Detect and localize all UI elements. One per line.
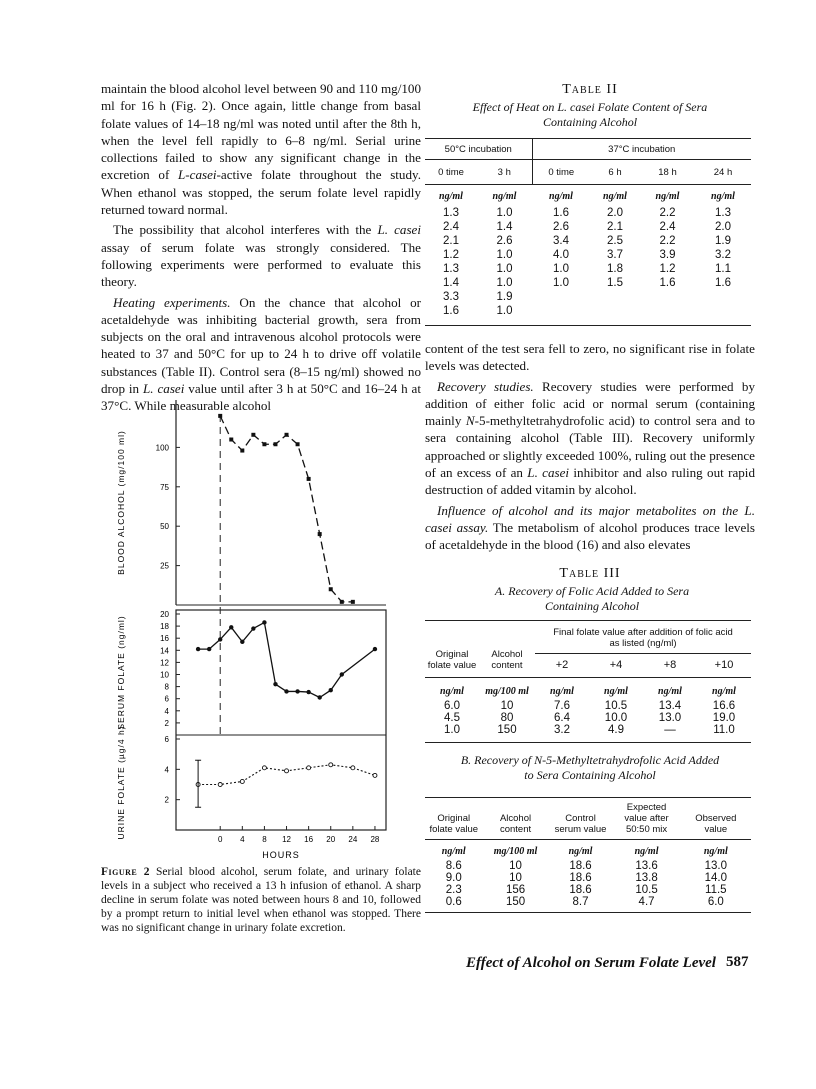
table-cell: 1.6 bbox=[443, 305, 459, 317]
table-row bbox=[425, 220, 751, 234]
y-tick-label: 2 bbox=[164, 795, 169, 805]
table-cell: 2.5 bbox=[607, 235, 623, 247]
table-cell: 11.5 bbox=[705, 883, 727, 896]
table-row bbox=[425, 248, 751, 262]
table-cell: 3.2 bbox=[554, 723, 570, 736]
data-point bbox=[329, 763, 333, 767]
col-header: 24 h bbox=[713, 167, 733, 178]
data-point bbox=[240, 640, 244, 644]
table-cell: 1.0 bbox=[496, 263, 513, 275]
table-cell: 2.2 bbox=[659, 235, 676, 247]
data-point bbox=[373, 647, 377, 651]
table-cell: 1.8 bbox=[607, 263, 623, 275]
data-point bbox=[307, 477, 311, 481]
table3a-subtitle: A. Recovery of Folic Acid Added to Sera Containing Alcohol bbox=[494, 583, 690, 613]
unit-label: ng/ml bbox=[550, 685, 574, 697]
unit-label: ng/ml bbox=[658, 685, 682, 697]
table-row bbox=[425, 724, 751, 743]
group-header: 37°C incubation bbox=[532, 139, 751, 160]
unit-label: ng/ml bbox=[703, 845, 728, 857]
unit-label: ng/ml bbox=[603, 191, 627, 202]
table-cell: 156 bbox=[505, 883, 526, 896]
table-cell: 4.7 bbox=[638, 895, 655, 908]
table-cell: 13.4 bbox=[658, 699, 682, 712]
table-cell: 8.6 bbox=[445, 859, 462, 872]
group-header: Final folate value after addition of folic acid as listed (ng/ml) bbox=[535, 620, 751, 653]
table-row bbox=[425, 860, 751, 872]
table-cell: 10.5 bbox=[604, 699, 628, 712]
col-header: Control serum value bbox=[554, 812, 607, 835]
table-cell: 1.3 bbox=[443, 263, 459, 275]
table-cell: 1.9 bbox=[715, 235, 731, 247]
table-row bbox=[425, 276, 751, 290]
data-point bbox=[284, 689, 288, 693]
data-point bbox=[340, 672, 344, 676]
unit-label: ng/ml bbox=[711, 191, 735, 202]
table-cell: 0.6 bbox=[445, 895, 462, 908]
data-point bbox=[329, 587, 333, 591]
table-row bbox=[425, 884, 751, 896]
table-cell bbox=[590, 290, 640, 304]
y-tick-label: 4 bbox=[164, 706, 169, 716]
y-tick-label: 8 bbox=[164, 682, 169, 692]
data-point bbox=[340, 600, 344, 604]
table-cell: 18.6 bbox=[569, 883, 592, 896]
table-cell: 1.0 bbox=[444, 723, 460, 736]
table-cell: 1.2 bbox=[659, 263, 676, 275]
table-cell: 1.0 bbox=[496, 207, 513, 219]
table-cell: 9.0 bbox=[445, 871, 462, 884]
paragraph: Heating experiments. On the chance that alcohol or acetaldehyde was inhibiting bacterial growth, sera from subjects on the oral and intravenous alcohol protocols were heated to 37 and 50°C for up to 24 h to drive off volatile substances (Table II). Control sera (8–15 ng/ml) showed no drop in L. casei value until after 3 h at 50°C and 16–24 h at 37°C. While measurable alcohol bbox=[101, 294, 421, 414]
table-cell: 10 bbox=[500, 699, 514, 712]
data-point bbox=[262, 620, 266, 624]
paragraph: The possibility that alcohol interferes with the L. casei assay of serum folate was strongly considered. The following experiments were performed to evaluate this theory. bbox=[101, 222, 421, 290]
col-header: 6 h bbox=[608, 167, 622, 178]
table-cell bbox=[532, 290, 590, 304]
table-row bbox=[425, 712, 751, 724]
table-cell: 1.9 bbox=[496, 291, 513, 303]
table-cell: 1.5 bbox=[607, 277, 623, 289]
table-cell: 3.3 bbox=[443, 291, 459, 303]
col-header: Alcohol content bbox=[499, 812, 532, 835]
table-cell: — bbox=[664, 723, 676, 736]
table-cell: 1.0 bbox=[553, 277, 569, 289]
data-point bbox=[295, 689, 299, 693]
table-cell: 6.0 bbox=[707, 895, 724, 908]
data-point bbox=[285, 433, 289, 437]
table-cell: 1.4 bbox=[496, 221, 513, 233]
table-row bbox=[425, 206, 751, 220]
x-tick-label: 28 bbox=[370, 835, 380, 844]
table-cell bbox=[590, 304, 640, 326]
plot-frame bbox=[176, 610, 386, 830]
table-cell: 1.0 bbox=[496, 277, 513, 289]
col-header: +2 bbox=[555, 658, 569, 671]
y-tick-label: 75 bbox=[160, 482, 169, 492]
x-tick-label: 8 bbox=[262, 835, 267, 844]
y-tick-label: 6 bbox=[164, 694, 169, 704]
col-header: +4 bbox=[609, 658, 623, 671]
series-line bbox=[198, 622, 375, 697]
table-cell: 13.0 bbox=[704, 859, 728, 872]
table-cell: 3.7 bbox=[607, 249, 623, 261]
table-cell: 14.0 bbox=[704, 871, 728, 884]
table-2 bbox=[425, 138, 751, 326]
x-tick-label: 20 bbox=[326, 835, 336, 844]
y-tick-label: 14 bbox=[160, 646, 169, 656]
series-line bbox=[198, 765, 375, 785]
col-header: Original folate value bbox=[427, 648, 477, 671]
unit-label: ng/ml bbox=[440, 685, 464, 697]
table-cell: 2.6 bbox=[553, 221, 569, 233]
table-cell: 1.0 bbox=[496, 249, 513, 261]
table-cell: 2.1 bbox=[443, 235, 459, 247]
data-point bbox=[351, 600, 355, 604]
y-axis-label: SERUM FOLATE (ng/ml) bbox=[116, 615, 126, 730]
table-cell: 1.6 bbox=[659, 277, 676, 289]
unit-label: mg/100 ml bbox=[485, 685, 529, 697]
table-cell: 1.2 bbox=[443, 249, 459, 261]
series-line bbox=[220, 416, 353, 602]
table2-subtitle: Effect of Heat on L. casei Folate Content of Sera Containing Alcohol bbox=[472, 100, 708, 129]
col-header: 0 time bbox=[438, 167, 464, 178]
table-cell: 13.8 bbox=[635, 871, 658, 884]
table-row bbox=[425, 290, 751, 304]
table-cell: 1.0 bbox=[496, 305, 513, 317]
table-cell: 11.0 bbox=[713, 723, 735, 736]
table-row bbox=[425, 896, 751, 913]
table-cell: 4.0 bbox=[553, 249, 569, 261]
data-point bbox=[296, 442, 300, 446]
table-cell: 2.2 bbox=[659, 207, 676, 219]
table-cell: 150 bbox=[497, 723, 517, 736]
unit-label: ng/ml bbox=[604, 685, 628, 697]
table-cell: 8.7 bbox=[572, 895, 589, 908]
table-cell: 2.1 bbox=[607, 221, 623, 233]
table-cell: 1.6 bbox=[715, 277, 731, 289]
table-cell: 150 bbox=[505, 895, 526, 908]
figure-2 bbox=[101, 400, 421, 860]
unit-label: ng/ml bbox=[712, 685, 736, 697]
table-cell: 10.5 bbox=[635, 883, 658, 896]
data-point bbox=[229, 625, 233, 629]
table-cell: 1.0 bbox=[553, 263, 569, 275]
y-tick-label: 20 bbox=[160, 610, 169, 619]
table-cell: 4.5 bbox=[444, 711, 460, 724]
running-title: Effect of Alcohol on Serum Folate Level bbox=[466, 955, 716, 971]
unit-label: ng/ml bbox=[634, 845, 659, 857]
table3-title: Table III bbox=[559, 565, 621, 581]
data-point bbox=[262, 442, 266, 446]
table3b-subtitle: B. Recovery of N-5-Methyltetrahydrofolic Acid Added to Sera Containing Alcohol bbox=[460, 752, 720, 782]
table-cell: 3.2 bbox=[715, 249, 731, 261]
unit-label: ng/ml bbox=[568, 845, 593, 857]
table-cell: 3.9 bbox=[659, 249, 676, 261]
table-cell: 1.1 bbox=[715, 263, 731, 275]
y-tick-label: 25 bbox=[160, 561, 169, 571]
table-cell: 1.6 bbox=[553, 207, 569, 219]
data-point bbox=[285, 769, 289, 773]
unit-label: ng/ml bbox=[439, 191, 463, 202]
table-3a bbox=[425, 620, 751, 743]
x-tick-label: 0 bbox=[217, 835, 223, 844]
y-tick-label: 12 bbox=[160, 658, 169, 668]
figure-caption: Figure 2 Serial blood alcohol, serum folate, and urinary folate levels in a subject who received a 13 h infusion of ethanol. A sharp decline in serum folate was noted between hours 8 and 10, followed by a prompt return to initial level when ethanol was stopped. There was no significant change in urinary folate excretion. bbox=[101, 866, 421, 934]
x-tick-label: 16 bbox=[304, 835, 314, 844]
col-header: Original folate value bbox=[429, 812, 479, 835]
y-tick-label: 10 bbox=[160, 670, 169, 680]
table-cell: 1.3 bbox=[715, 207, 731, 219]
table-cell: 1.3 bbox=[443, 207, 459, 219]
table-cell: 18.6 bbox=[569, 859, 592, 872]
data-point bbox=[307, 766, 311, 770]
paragraph: Influence of alcohol and its major metabolites on the L. casei assay. The metabolism of alcohol produces trace levels of acetaldehyde in the blood (16) and also elevates bbox=[425, 502, 755, 553]
data-point bbox=[273, 442, 277, 446]
table-cell: 10 bbox=[509, 859, 522, 872]
y-tick-label: 18 bbox=[160, 622, 169, 632]
x-tick-label: 12 bbox=[282, 835, 291, 844]
table-cell: 6.0 bbox=[444, 699, 460, 712]
table-row bbox=[425, 262, 751, 276]
col-header: Expected value after 50:50 mix bbox=[624, 801, 669, 835]
table-row bbox=[425, 700, 751, 712]
x-tick-label: 4 bbox=[240, 835, 245, 844]
col-header: 0 time bbox=[532, 160, 590, 185]
table-cell: 13.6 bbox=[635, 859, 658, 872]
data-point bbox=[229, 438, 233, 442]
paragraph: maintain the blood alcohol level between 90 and 110 mg/100 ml for 16 h (Fig. 2). Once again, little change from basal folate values of 14–18 ng/ml was noted until after the 8th h, when the level fell rapidly to 6–8 ng/ml. Serial urine collections failed to show any significant change in the excretion of L-casei-active folate throughout the study. When ethanol was stopped, the serum folate level rapidly returned toward normal. bbox=[101, 81, 421, 218]
y-axis-label: BLOOD ALCOHOL (mg/100 ml) bbox=[116, 430, 126, 575]
col-header: 3 h bbox=[497, 167, 511, 178]
unit-label: mg/100 ml bbox=[493, 845, 538, 857]
data-point bbox=[251, 433, 255, 437]
data-point bbox=[373, 773, 377, 777]
data-point bbox=[240, 779, 244, 783]
data-point bbox=[318, 532, 322, 536]
data-point bbox=[251, 626, 255, 630]
table-cell: 2.0 bbox=[715, 221, 731, 233]
data-point bbox=[240, 449, 244, 453]
y-tick-label: 100 bbox=[155, 443, 169, 453]
y-tick-label: 4 bbox=[164, 765, 169, 775]
y-tick-label: 16 bbox=[160, 634, 169, 644]
table-cell: 18.6 bbox=[569, 871, 592, 884]
table-cell: 16.6 bbox=[712, 699, 736, 712]
table-cell: 7.6 bbox=[554, 699, 570, 712]
table-cell bbox=[695, 290, 751, 304]
unit-label: ng/ml bbox=[492, 191, 517, 202]
data-point bbox=[218, 414, 222, 418]
x-tick-label: 24 bbox=[348, 835, 358, 844]
y-tick-label: 2 bbox=[164, 718, 169, 728]
table-cell: 19.0 bbox=[712, 711, 736, 724]
paragraph: content of the test sera fell to zero, no significant rise in folate levels was detected. bbox=[425, 341, 755, 374]
data-point bbox=[317, 695, 321, 699]
y-tick-label: 50 bbox=[160, 522, 169, 532]
table-cell bbox=[640, 290, 695, 304]
left-column bbox=[101, 80, 421, 415]
table-cell: 10.0 bbox=[604, 711, 628, 724]
page-number: 587 bbox=[726, 954, 749, 970]
table-cell: 2.6 bbox=[496, 235, 513, 247]
table-cell: 4.9 bbox=[608, 723, 624, 736]
table-cell: 2.3 bbox=[445, 883, 462, 896]
y-tick-label: 6 bbox=[164, 735, 169, 744]
unit-label: ng/ml bbox=[441, 845, 466, 857]
paragraph: Recovery studies. Recovery studies were performed by addition of either folic acid or normal serum (containing mainly N-5-methyltetrahydrofolic acid) to control sera and to sera containing alcohol (Table III). Recovery uniformly approached or slightly exceeded 100%, ruling out the presence of an excess of an L. casei inhibitor and also ruling out rapid destruction of added vitamin by alcohol. bbox=[425, 378, 756, 498]
col-header: 18 h bbox=[658, 167, 677, 178]
table-cell bbox=[640, 304, 695, 326]
data-point bbox=[207, 647, 211, 651]
table-row bbox=[425, 234, 751, 248]
data-point bbox=[306, 690, 310, 694]
table-cell: 2.0 bbox=[607, 207, 623, 219]
data-point bbox=[196, 647, 200, 651]
table-cell bbox=[695, 304, 751, 326]
table-cell bbox=[532, 304, 590, 326]
right-column bbox=[425, 80, 755, 913]
table-row bbox=[425, 304, 751, 326]
table-cell: 2.4 bbox=[659, 221, 676, 233]
col-header: +8 bbox=[663, 658, 677, 671]
col-header: Observed value bbox=[695, 812, 737, 835]
table-3b bbox=[425, 797, 751, 913]
data-point bbox=[273, 682, 277, 686]
data-point bbox=[262, 766, 266, 770]
table-cell: 10 bbox=[509, 871, 522, 884]
col-header: +10 bbox=[714, 658, 734, 671]
data-point bbox=[218, 637, 222, 641]
table-cell: 13.0 bbox=[658, 711, 682, 724]
table-cell: 80 bbox=[500, 711, 514, 724]
table2-title: Table II bbox=[562, 82, 618, 97]
data-point bbox=[329, 688, 333, 692]
table-cell: 3.4 bbox=[553, 235, 569, 247]
table-cell: 1.4 bbox=[443, 277, 459, 289]
unit-label: ng/ml bbox=[655, 191, 680, 202]
data-point bbox=[218, 783, 222, 787]
data-point bbox=[351, 766, 355, 770]
table-cell: 6.4 bbox=[554, 711, 570, 724]
table-cell: 2.4 bbox=[443, 221, 459, 233]
y-axis-label: URINE FOLATE (µg/4 h) bbox=[116, 725, 126, 840]
x-axis-label: HOURS bbox=[262, 850, 300, 860]
col-header: Alcohol content bbox=[491, 648, 523, 671]
table-row bbox=[425, 872, 751, 884]
group-header: 50°C incubation bbox=[425, 139, 532, 160]
unit-label: ng/ml bbox=[549, 191, 573, 202]
